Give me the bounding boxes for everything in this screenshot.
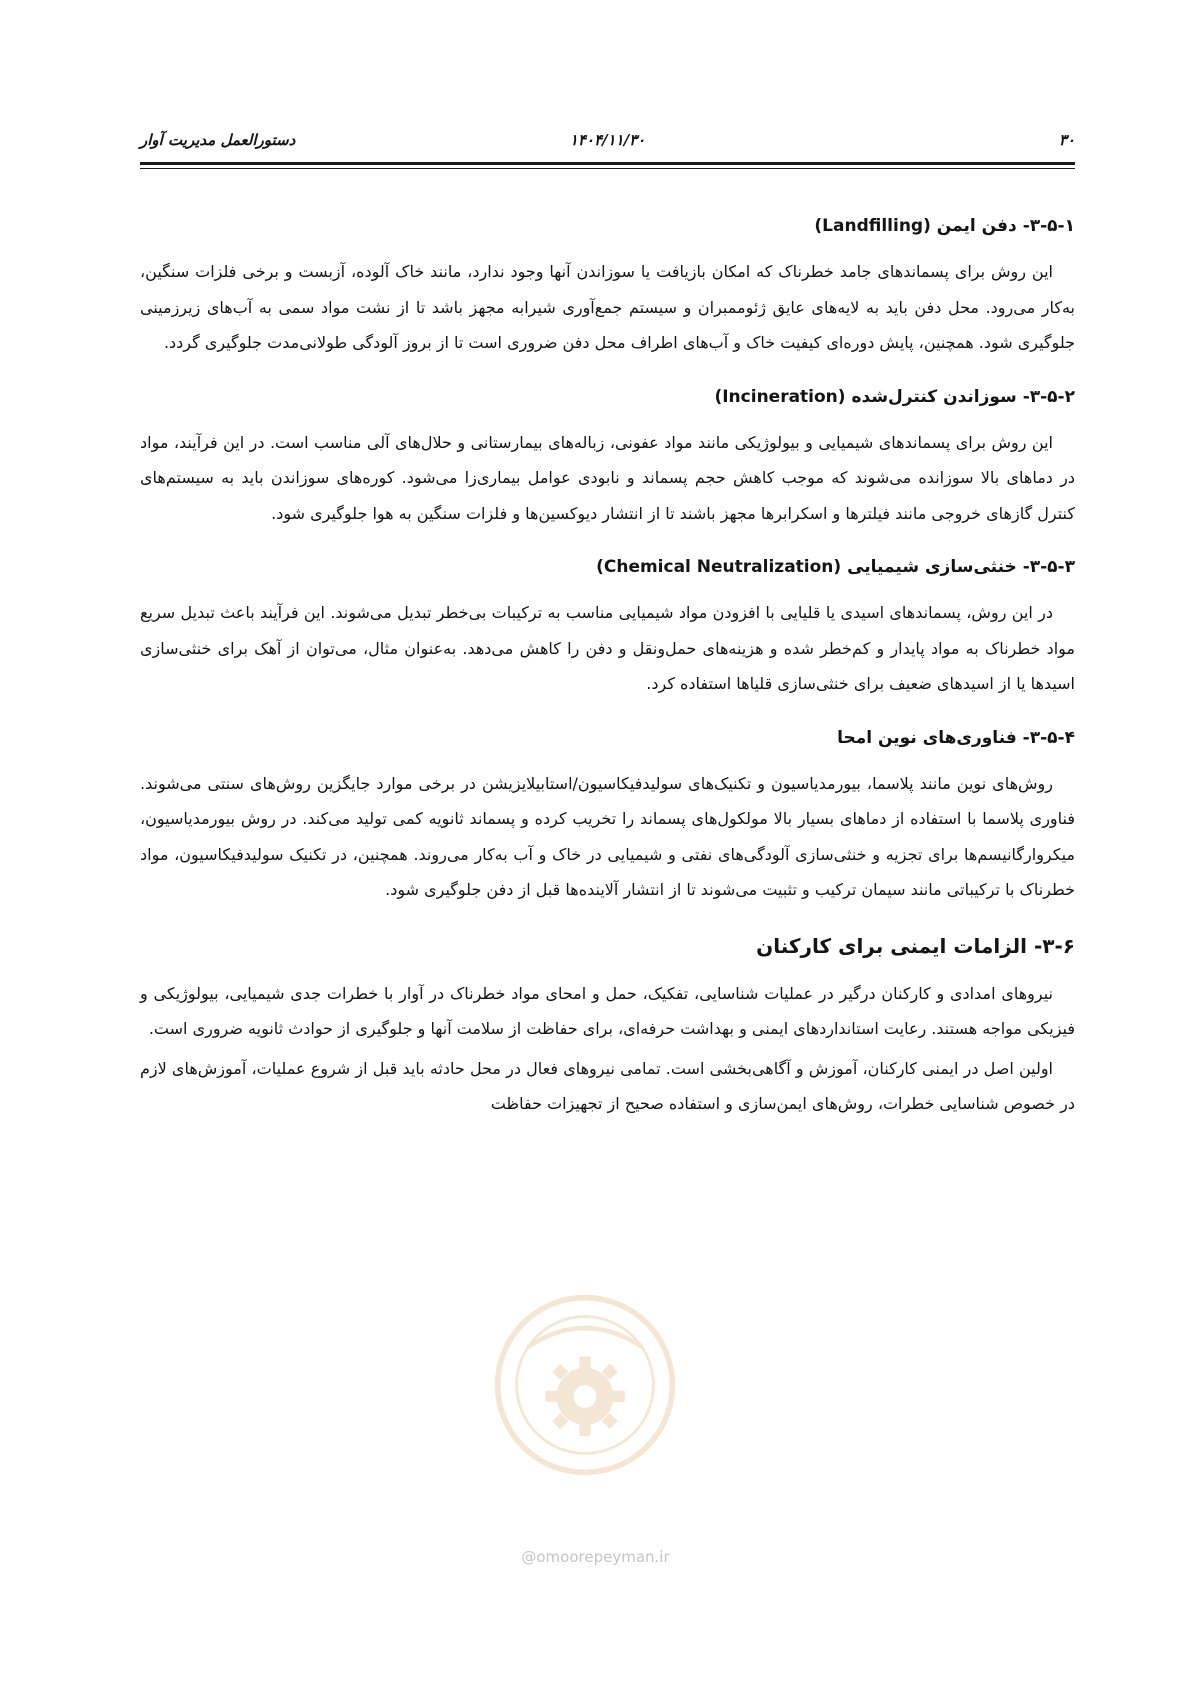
watermark-url: @omoorepeyman.ir: [521, 1548, 670, 1566]
running-header: [140, 128, 1075, 158]
page-number: ۳۰: [1058, 131, 1075, 149]
paragraph: نیروهای امدادی و کارکنان درگیر در عملیات شناسایی، تفکیک، حمل و امحای مواد خطرناک در آوار با خطرات جدی شیمیایی، بیولوژیکی و فیزیکی مواجه هستند. رعایت استانداردهای ایمنی و بهداشت حرفه‌ای، برای حفاظت از سلامت آنها و جلوگیری از حوادث ثانویه ضروری است.: [140, 983, 1075, 1038]
watermark-seal-icon: [490, 1290, 680, 1480]
header-rule-thick: [140, 162, 1075, 165]
paragraph: در این روش، پسماندهای اسیدی یا قلیایی با افزودن مواد شیمیایی مناسب به ترکیبات بی‌خطر تبدیل می‌شوند. این فرآیند باعث تبدیل سریع مواد خطرناک به مواد پایدار و کم‌خطر شده و هزینه‌های حمل‌ونقل و دفن را کاهش می‌دهد. به‌عنوان مثال، می‌توان از آهک برای خنثی‌سازی اسیدها یا از اسیدهای ضعیف برای خنثی‌سازی قلیاها استفاده کرد.: [140, 603, 1075, 693]
section-heading-new-technologies: ۳-۵-۴- فناوری‌های نوین امحا: [837, 727, 1075, 748]
header-rule-thin: [140, 168, 1075, 169]
section-heading-incineration: ۳-۵-۲- سوزاندن کنترل‌شده (Incineration): [714, 386, 1075, 407]
header-date: ۱۴۰۴/۱۱/۳۰: [569, 131, 646, 149]
body-content: [140, 212, 1075, 1144]
paragraph: اولین اصل در ایمنی کارکنان، آموزش و آگاهی‌بخشی است. تمامی نیروهای فعال در محل حادثه باید قبل از شروع عملیات، آموزش‌های لازم در خصوص شناسایی خطرات، روش‌های ایمن‌سازی و استفاده صحیح از تجهیزات حفاظت: [140, 1058, 1075, 1113]
section-heading-worker-safety: ۳-۶- الزامات ایمنی برای کارکنان: [756, 933, 1075, 958]
document-title: دستورالعمل مدیریت آوار: [140, 131, 296, 149]
paragraph: این روش برای پسماندهای جامد خطرناک که امکان بازیافت یا سوزاندن آنها وجود ندارد، مانند خاک آلوده، آزبست و برخی فلزات سنگین، به‌کار می‌رود. محل دفن باید به لایه‌های عایق ژئوممبران و سیستم جمع‌آوری شیرابه مجهز باشد تا از نشت مواد سمی به آب‌های زیرزمینی جلوگیری شود. همچنین، پایش دوره‌ای کیفیت خاک و آب‌های اطراف محل دفن ضروری است تا از بروز آلودگی طولانی‌مدت جلوگیری گردد.: [140, 262, 1075, 352]
section-heading-neutralization: ۳-۵-۳- خنثی‌سازی شیمیایی (Chemical Neutralization): [596, 557, 1075, 577]
paragraph: روش‌های نوین مانند پلاسما، بیورمدیاسیون و تکنیک‌های سولیدفیکاسیون/استابیلایزیشن در برخی موارد جایگزین روش‌های سنتی می‌شوند. فناوری پلاسما با استفاده از دماهای بسیار بالا مولکول‌های پسماند را تخریب کرده و پسماند ثانویه کمی تولید می‌کند. در روش بیورمدیاسیون، میکروارگانیسم‌ها برای تجزیه و خنثی‌سازی آلودگی‌های نفتی و شیمیایی در خاک و آب به‌کار می‌روند. همچنین، در تکنیک سولیدفیکاسیون، مواد خطرناک با ترکیباتی مانند سیمان ترکیب و تثبیت می‌شوند تا از انتشار آلاینده‌ها قبل از دفن جلوگیری شود.: [140, 773, 1075, 899]
paragraph: این روش برای پسماندهای شیمیایی و بیولوژیکی مانند مواد عفونی، زباله‌های بیمارستانی و حلال‌های آلی مناسب است. در این فرآیند، مواد در دماهای بالا سوزانده می‌شوند که موجب کاهش حجم پسماند و نابودی عوامل بیماری‌زا می‌شود. کوره‌های سوزاندن باید به سیستم‌های کنترل گازهای خروجی مانند فیلترها و اسکرابرها مجهز باشند تا از انتشار دیوکسین‌ها و فلزات سنگین به هوا جلوگیری شود.: [140, 432, 1075, 523]
section-heading-landfilling: ۳-۵-۱- دفن ایمن (Landfilling): [814, 216, 1075, 236]
